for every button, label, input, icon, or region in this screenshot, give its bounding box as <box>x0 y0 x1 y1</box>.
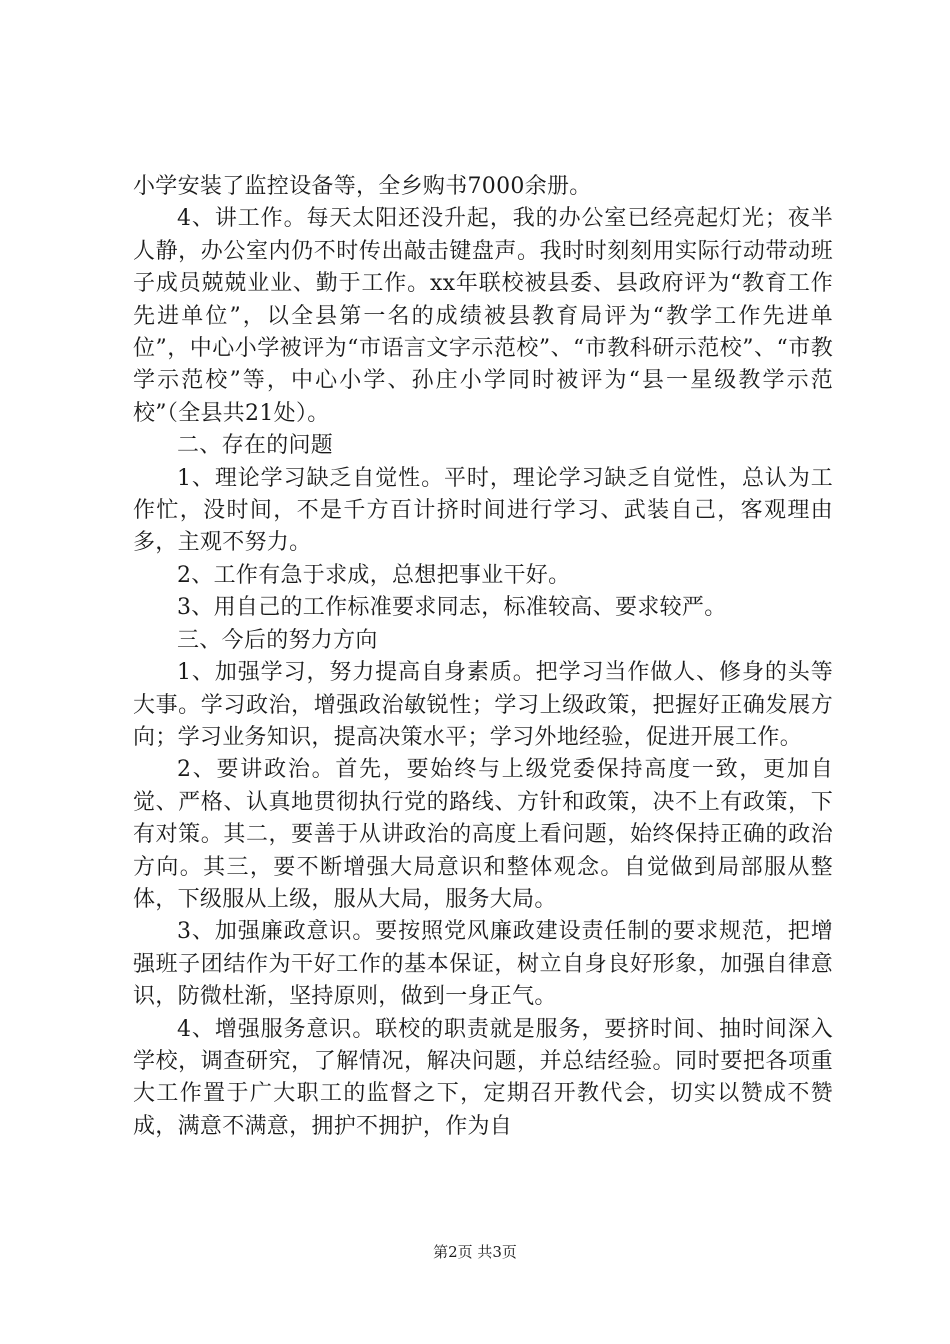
paragraph-direction-1: 1、加强学习，努力提高自身素质。把学习当作做人、修身的头等大事。学习政治，增强政治敏锐性；学习上级政策，把握好正确发展方向；学习业务知识，提高决策水平；学习外地经验，促进开展工作。 <box>133 660 833 750</box>
page-number-footer: 第2页 共3页 <box>433 1243 517 1261</box>
paragraph-problem-2: 2、工作有急于求成，总想把事业干好。 <box>177 562 571 588</box>
paragraph-direction-2: 2、要讲政治。首先，要始终与上级党委保持高度一致，更加自觉、严格、认真地贯彻执行党的路线、方针和政策，决不上有政策，下有对策。其二，要善于从讲政治的高度上看问题，始终保持正确的政治方向。其三，要不断增强大局意识和整体观念。自觉做到局部服从整体，下级服从上级，服从大局，服务大局。 <box>133 757 833 912</box>
section-heading-direction: 三、今后的努力方向 <box>177 627 378 653</box>
section-heading-problems: 二、存在的问题 <box>177 433 334 459</box>
paragraph-continuation: 小学安装了监控设备等，全乡购书7000余册。 <box>133 174 592 199</box>
document-body <box>133 171 833 1143</box>
paragraph-work-item-4: 4、讲工作。每天太阳还没升起，我的办公室已经亮起灯光；夜半人静，办公室内仍不时传出敲击键盘声。我时时刻刻用实际行动带动班子成员兢兢业业、勤于工作。xx年联校被县委、县政府评为“教育工作先进单位”，以全县第一名的成绩被县教育局评为“教学工作先进单位”，中心小学被评为“市语言文字示范校”、“市教科研示范校”、“市教学示范校”等，中心小学、孙庄小学同时被评为“县一星级教学示范校”（全县共21处）。 <box>133 206 833 426</box>
paragraph-direction-3: 3、加强廉政意识。要按照党风廉政建设责任制的要求规范，把增强班子团结作为干好工作的基本保证，树立自身良好形象，加强自律意识，防微杜渐，坚持原则，做到一身正气。 <box>133 919 833 1010</box>
paragraph-direction-4: 4、增强服务意识。联校的职责就是服务，要挤时间、抽时间深入学校，调查研究，了解情况，解决问题，并总结经验。同时要把各项重大工作置于广大职工的监督之下，定期召开教代会，切实以赞成不赞成，满意不满意，拥护不拥护，作为自 <box>133 1016 833 1139</box>
paragraph-problem-3: 3、用自己的工作标准要求同志，标准较高、要求较严。 <box>177 595 727 621</box>
paragraph-problem-1: 1、理论学习缺乏自觉性。平时，理论学习缺乏自觉性，总认为工作忙，没时间，不是千方百计挤时间进行学习、武装自己，客观理由多，主观不努力。 <box>133 465 833 556</box>
